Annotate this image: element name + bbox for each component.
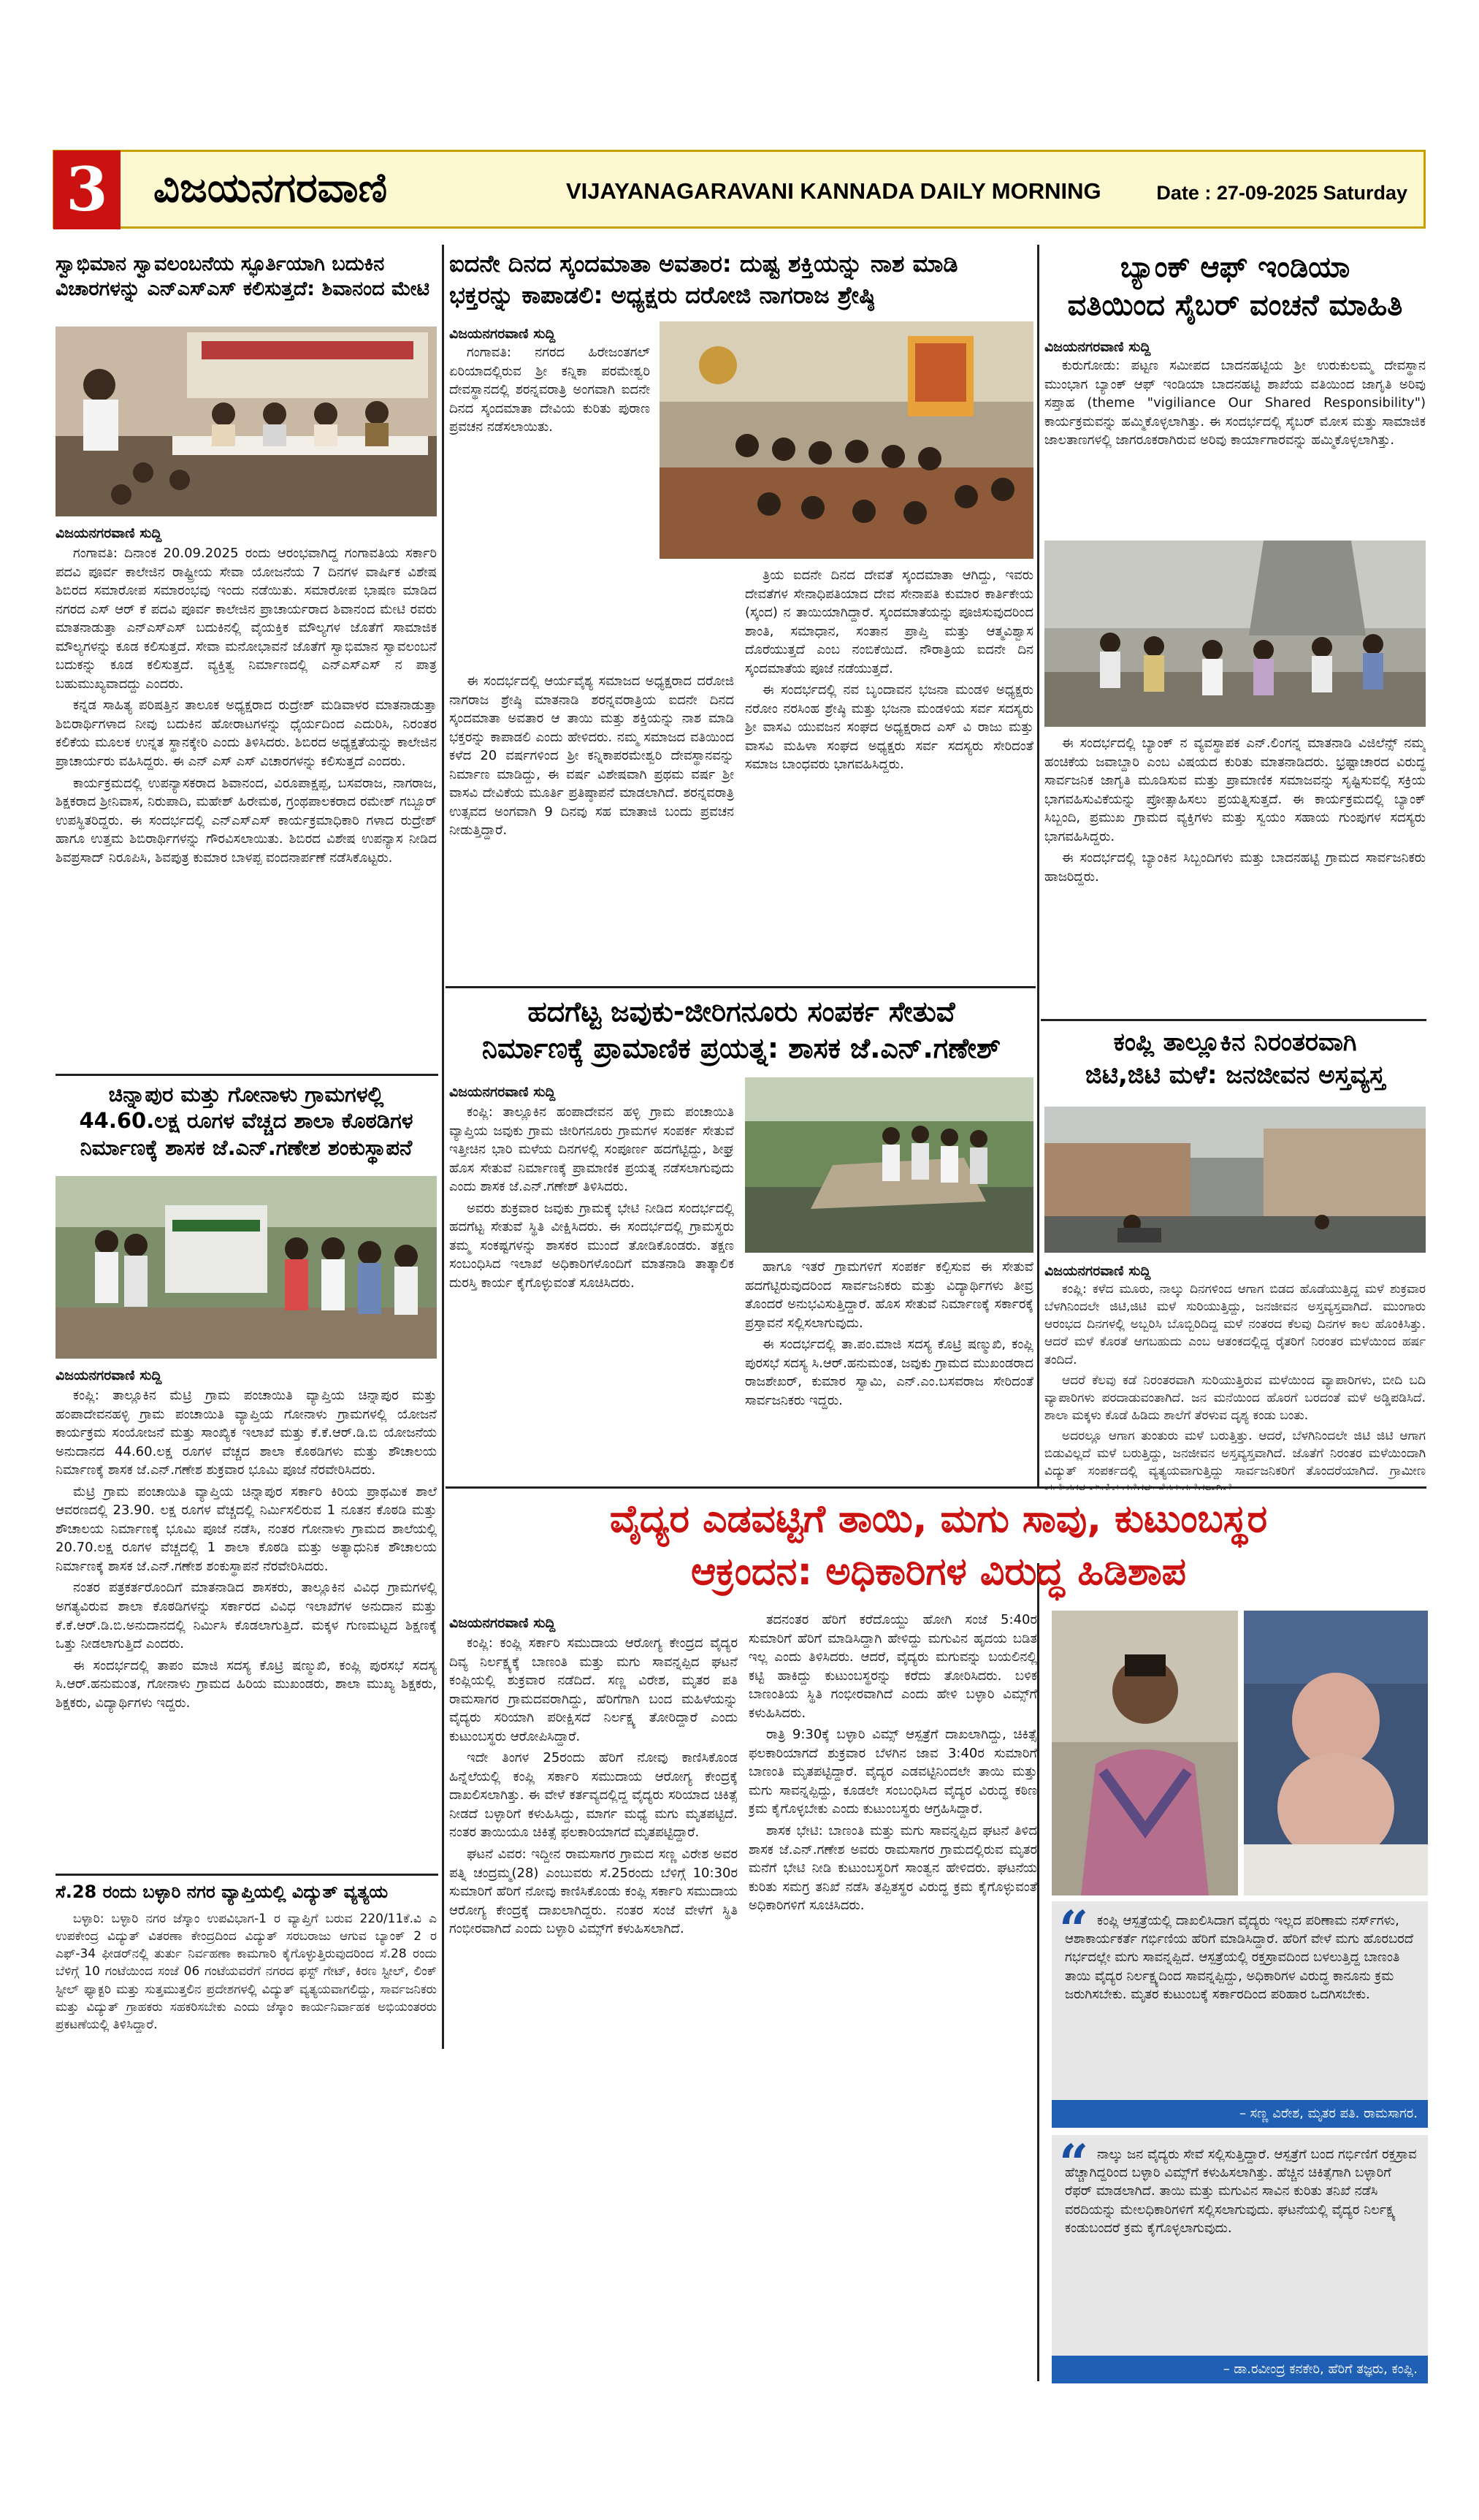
- article-body: ಕಂಪ್ಲಿ: ತಾಲ್ಲೂಕಿನ ಹಂಪಾದೇವನ ಹಳ್ಳಿ ಗ್ರಾಮ ಪಂಚಾಯಿತಿ ವ್ಯಾಪ್ತಿಯ ಜವುಕು ಗ್ರಾಮ ಜೀರಿಗನೂರು ಗ್ರಾಮಗಳ ಸಂಪರ್ಕ ಸೇತುವೆ ಇತ್ತೀಚಿನ ಭಾರಿ ಮಳೆಯ ದಿನಗಳಲ್ಲಿ ಸಂಪೂರ್ಣ ಹದಗೆಟ್ಟಿದ್ದು, ಶೀಘ್ರ ಹೊಸ ಸೇತುವೆ ನಿರ್ಮಾಣಕ್ಕೆ ಪ್ರಾಮಾಣಿಕ ಪ್ರಯತ್ನ ನಡೆಸಲಾಗುವುದು ಎಂದು ಶಾಸಕ ಜೆ.ಎನ್.ಗಣೇಶ್ ತಿಳಿಸಿದರು. ಅವರು ಶುಕ್ರವಾರ ಜವುಕು ಗ್ರಾಮಕ್ಕೆ ಭೇಟಿ ನೀಡಿದ ಸಂದರ್ಭದಲ್ಲಿ ಹದಗೆಟ್ಟ ಸೇತುವೆ ಸ್ಥಿತಿ ವೀಕ್ಷಿಸಿದರು. ಈ ಸಂದರ್ಭದಲ್ಲಿ ಗ್ರಾಮಸ್ಥರು ತಮ್ಮ ಸಂಕಷ್ಟಗಳನ್ನು ಶಾಸಕರ ಮುಂದೆ ತೋಡಿಕೊಂಡರು. ತಕ್ಷಣ ಸಂಬಂಧಿಸಿದ ಇಲಾಖೆ ಅಧಿಕಾರಿಗಳೊಂದಿಗೆ ಮಾತನಾಡಿ ತಾತ್ಕಾಲಿಕ ದುರಸ್ತಿ ಕಾರ್ಯ ಕೈಗೊಳ್ಳುವಂತೆ ಸೂಚಿಸಿದರು.: [449, 1104, 734, 1291]
- masthead-title-english: VIJAYANAGARAVANI KANNADA DAILY MORNING: [566, 178, 1101, 204]
- quote-box-doctor: [1052, 2135, 1428, 2383]
- article-body: ಈ ಸಂದರ್ಭದಲ್ಲಿ ಆರ್ಯವೈಶ್ಯ ಸಮಾಜದ ಅಧ್ಯಕ್ಷರಾದ ದರೋಜಿ ನಾಗರಾಜ ಶ್ರೇಷ್ಠಿ ಮಾತನಾಡಿ ಶರನ್ನವರಾತ್ರಿಯ ಐದನೇ ದಿನದ ಸ್ಕಂದಮಾತಾ ಅವತಾರ ಆ ತಾಯಿ ಮತ್ತು ಶಕ್ತಿಯನ್ನು ನಾಶ ಮಾಡಿ ಭಕ್ತರನ್ನು ಕಾಪಾಡಲಿ ಎಂದು ಹೇಳಿದರು. ನಮ್ಮ ಸಮಾಜದ ವತಿಯಿಂದ ಕಳೆದ 20 ವರ್ಷಗಳಿಂದ ಶ್ರೀ ಕನ್ನಿಕಾಪರಮೇಶ್ವರಿ ದೇವಸ್ಥಾನವನ್ನು ನಿರ್ಮಾಣ ಮಾಡಿದ್ದು, ಈ ವರ್ಷ ವಿಶೇಷವಾಗಿ ಪ್ರಥಮ ವರ್ಷ ಶ್ರೀ ವಾಸವಿ ದೇವಿಕೆಯ ಮೂರ್ತಿ ಪ್ರತಿಷ್ಠಾಪನೆ ಮಾಡಲಾಗಿದೆ. ಶರನ್ನವರಾತ್ರಿ ಉತ್ಸವದ ಅಂಗವಾಗಿ 9 ದಿನವು ಸಹ ಮಾತಾಜಿ ಬಂದು ಪ್ರವಚನ ನೀಡುತ್ತಿದ್ದಾರೆ.: [449, 673, 734, 839]
- article-body: ತ್ರಿಯ ಐದನೇ ದಿನದ ದೇವತೆ ಸ್ಕಂದಮಾತಾ ಆಗಿದ್ದು, ಇವರು ದೇವತೆಗಳ ಸೇನಾಧಿಪತಿಯಾದ ದೇವ ಸೇನಾಪತಿ ಕುಮಾರ ಕಾರ್ತಿಕೇಯ (ಸ್ಕಂದ) ನ ತಾಯಿಯಾಗಿದ್ದಾರೆ. ಸ್ಕಂದಮಾತೆಯನ್ನು ಪೂಜಿಸುವುದರಿಂದ ಶಾಂತಿ, ಸಮಾಧಾನ, ಸಂತಾನ ಪ್ರಾಪ್ತಿ ಮತ್ತು ಆತ್ಮವಿಶ್ವಾಸ ದೊರೆಯುತ್ತದೆ ಎಂಬ ನಂಬಿಕೆಯಿದೆ. ನೌರಾತ್ರಿಯ ಐದನೇ ದಿನ ಸ್ಕಂದಮಾತೆಯ ಪೂಜೆ ನಡೆಯುತ್ತದೆ. ಈ ಸಂದರ್ಭದಲ್ಲಿ ನವ ಬೃಂದಾವನ ಭಜನಾ ಮಂಡಳಿ ಅಧ್ಯಕ್ಷರು ನರೋಂ ನರಸಿಂಹ ಶ್ರೇಷ್ಠಿ ಮತ್ತು ಭಜನಾ ಮಂಡಳಿಯ ಸರ್ವ ಸದಸ್ಯರು ಶ್ರೀ ವಾಸವಿ ಯುವಜನ ಸಂಘದ ಅಧ್ಯಕ್ಷರಾದ ಎಸ್ ವಿ ರಾಜು ಮತ್ತು ವಾಸವಿ ಮಹಿಳಾ ಸಂಘದ ಅಧ್ಯಕ್ಷರು ಸರ್ವ ಸದಸ್ಯರು ಸೇರಿದಂತೆ ಸಮಾಜ ಬಾಂಧವರು ಭಾಗವಹಿಸಿದ್ದರು.: [745, 568, 1033, 773]
- quote-text: ನಾಲ್ಕು ಜನ ವೈದ್ಯರು ಸೇವೆ ಸಲ್ಲಿಸುತ್ತಿದ್ದಾರೆ. ಆಸ್ಪತ್ರೆಗೆ ಬಂದ ಗರ್ಭಿಣಿಗೆ ರಕ್ತಸ್ರಾವ ಹೆಚ್ಚಾಗಿದ್ದರಿಂದ ಬಳ್ಳಾರಿ ವಿಮ್ಸ್‌ಗೆ ಕಳುಹಿಸಲಾಗಿತ್ತು. ಹೆಚ್ಚಿನ ಚಿಕಿತ್ಸೆಗಾಗಿ ಬಳ್ಳಾರಿಗೆ ರೆಫರ್ ಮಾಡಲಾಗಿದೆ. ತಾಯಿ ಮತ್ತು ಮಗುವಿನ ಸಾವಿನ ಕುರಿತು ತನಿಖೆ ನಡೆಸಿ ವರದಿಯನ್ನು ಮೇಲಧಿಕಾರಿಗಳಿಗೆ ಸಲ್ಲಿಸಲಾಗುವುದು. ಘಟನೆಯಲ್ಲಿ ವೈದ್ಯರ ನಿರ್ಲಕ್ಷ್ಯ ಕಂಡುಬಂದರೆ ಕ್ರಮ ಕೈಗೊಳ್ಳಲಾಗುವುದು.: [1065, 2147, 1417, 2236]
- quote-box-husband: [1052, 1901, 1428, 2128]
- quote-text: ಕಂಪ್ಲಿ ಆಸ್ಪತ್ರೆಯಲ್ಲಿ ದಾಖಲಿಸಿದಾಗ ವೈದ್ಯರು ಇಲ್ಲದ ಪರಿಣಾಮ ನರ್ಸ್‌ಗಳು, ಆಶಾಕಾರ್ಯಕರ್ತೆ ಗರ್ಭಿಣಿಯ ಹೆರಿಗೆ ಮಾಡಿಸಿದ್ದಾರೆ. ಹೆರಿಗೆ ವೇಳೆ ಮಗು ಹೊರಬರದೆ ಗರ್ಭದಲ್ಲೇ ಮಗು ಸಾವನ್ನಪ್ಪಿದೆ. ಆಸ್ಪತ್ರೆಯಲ್ಲಿ ರಕ್ತಸ್ರಾವದಿಂದ ಬಳಲುತ್ತಿದ್ದ ಬಾಣಂತಿ ತಾಯಿ ವೈದ್ಯರ ನಿರ್ಲಕ್ಷ್ಯದಿಂದ ಸಾವನ್ನಪ್ಪಿದ್ದು, ಅಧಿಕಾರಿಗಳ ವಿರುದ್ಧ ಕಾನೂನು ಕ್ರಮ ಜರುಗಿಸಬೇಕು. ಮೃತರ ಕುಟುಂಬಕ್ಕೆ ಸರ್ಕಾರದಿಂದ ಪರಿಹಾರ ಒದಗಿಸಬೇಕು.: [1065, 1913, 1414, 2002]
- photo-nss-ceremony: [56, 327, 437, 516]
- headline: ವೈದ್ಯರ ಎಡವಟ್ಟಿಗೆ ತಾಯಿ, ಮಗು ಸಾವು, ಕುಟುಂಬಸ್ಥರ ಆಕ್ರಂದನ: ಅಧಿಕಾರಿಗಳ ವಿರುದ್ಧ ಹಿಡಿಶಾಪ: [609, 1497, 1268, 1594]
- section-divider: [56, 1074, 438, 1076]
- headline: ಬ್ಯಾಂಕ್ ಆಫ್ ಇಂಡಿಯಾ ವತಿಯಿಂದ ಸೈಬರ್ ವಂಚನೆ ಮಾಹಿತಿ: [1067, 251, 1403, 322]
- section-divider: [446, 1486, 1426, 1489]
- article-body: ಕುರುಗೋಡು: ಪಟ್ಟಣ ಸಮೀಪದ ಬಾದನಹಟ್ಟಿಯ ಶ್ರೀ ಉರುಕುಲಮ್ಮ ದೇವಸ್ಥಾನ ಮುಂಭಾಗ ಬ್ಯಾಂಕ್ ಆಫ್ ಇಂಡಿಯಾ ಬಾದನಹಟ್ಟಿ ಶಾಖೆಯ ವತಿಯಿಂದ ಜಾಗೃತಿ ಅರಿವು ಸಪ್ತಾಹ (theme "vigiliance Our Shared Responsibility") ಕಾರ್ಯಕ್ರಮವನ್ನು ಹಮ್ಮಿಕೊಳ್ಳಲಾಗಿತ್ತು. ಈ ಸಂದರ್ಭದಲ್ಲಿ ಸೈಬರ್ ಮೋಸ ಮತ್ತು ಸಾಮಾಜಿಕ ಜಾಲತಾಣಗಳಲ್ಲಿ ಜಾಗರೂಕರಾಗಿರುವ ಅರಿವು ಕಾರ್ಯಾಗಾರವನ್ನು ಹಮ್ಮಿಕೊಳ್ಳಲಾಗಿತ್ತು.: [1044, 358, 1426, 448]
- headline: ಸ್ವಾಭಿಮಾನ ಸ್ವಾವಲಂಬನೆಯ ಸ್ಫೂರ್ತಿಯಾಗಿ ಬದುಕಿನ ವಿಚಾರಗಳನ್ನು ಎನ್‌ಎಸ್‌ಎಸ್ ಕಲಿಸುತ್ತದೆ: ಶಿವಾನಂದ ಮೇಟಿ: [56, 253, 430, 300]
- column-rule: [442, 245, 444, 2049]
- quote-icon: “: [1059, 1899, 1089, 1960]
- article-body: ಗಂಗಾವತಿ: ದಿನಾಂಕ 20.09.2025 ರಂದು ಆರಂಭವಾಗಿದ್ದ ಗಂಗಾವತಿಯ ಸರ್ಕಾರಿ ಪದವಿ ಪೂರ್ವ ಕಾಲೇಜಿನ ರಾಷ್ಟ್ರೀಯ ಸೇವಾ ಯೋಜನೆಯ 7 ದಿನಗಳ ವಾರ್ಷಿಕ ವಿಶೇಷ ಶಿಬಿರದ ಸಮಾರೋಪ ಸಮಾರಂಭವು ಇಂದು ನಡೆಯಿತು. ಸಮಾರೋಪ ಭಾಷಣ ಮಾಡಿದ ನಗರದ ಎಸ್ ಆರ್ ಕೆ ಪದವಿ ಪೂರ್ವ ಕಾಲೇಜಿನ ಪ್ರಾಚಾರ್ಯರಾದ ಶಿವಾನಂದ ಮೇಟಿ ರವರು ಮಾತನಾಡುತ್ತಾ ಎನ್‌ಎಸ್‌ಎಸ್ ಬದುಕಿನಲ್ಲಿ ವೈಯಕ್ತಿಕ ಮೌಲ್ಯಗಳ ಜೊತೆಗೆ ಸಾಮಾಜಿಕ ಮೌಲ್ಯಗಳನ್ನು ಕೂಡ ಕಲಿಸುತ್ತದೆ. ಸೇವಾ ಮನೋಭಾವನೆ ಜೊತೆಗೆ ಸ್ವಾಭಿಮಾನ ಸ್ವಾವಲಂಬನೆ ಬದುಕನ್ನು ಕೂಡ ಕಲಿಸುತ್ತದೆ. ವ್ಯಕ್ತಿತ್ವ ನಿರ್ಮಾಣದಲ್ಲಿ ಎನ್‌ಎಸ್‌ಎಸ್ ನ ಪಾತ್ರ ಬಹುಮುಖ್ಯವಾದದ್ದು ಎಂದರು. ಕನ್ನಡ ಸಾಹಿತ್ಯ ಪರಿಷತ್ತಿನ ತಾಲೂಕ ಅಧ್ಯಕ್ಷರಾದ ರುದ್ರೇಶ್ ಮಡಿವಾಳರ ಮಾತನಾಡುತ್ತಾ ಶಿಬಿರಾರ್ಥಿಗಳಾದ ನೀವು ಬದುಕಿನ ಹೋರಾಟಗಳನ್ನು ಧೈರ್ಯದಿಂದ ಎದುರಿಸಿ, ನಿರಂತರ ಕಲಿಕೆಯ ಮೂಲಕ ಉನ್ನತ ಸ್ಥಾನಕ್ಕೇರಿ ಎಂದು ತಿಳಿಸಿದರು. ಶಿಬಿರದ ಅಧ್ಯಕ್ಷತೆಯನ್ನು ಕಾಲೇಜಿನ ಪ್ರಾಚಾರ್ಯರು ವಹಿಸಿದ್ದರು. ಈ ಎನ್ ಎಸ್ ಎಸ್ ವಿಚಾರಗಳನ್ನು ಕಲಿಸುತ್ತದೆ ಎಂದರು. ಕಾರ್ಯಕ್ರಮದಲ್ಲಿ ಉಪನ್ಯಾಸಕರಾದ ಶಿವಾನಂದ, ವಿರೂಪಾಕ್ಷಪ್ಪ, ಬಸವರಾಜ, ನಾಗರಾಜ, ಶಿಕ್ಷಕರಾದ ಶ್ರೀನಿವಾಸ, ನಿರುಪಾದಿ, ಮಹೇಶ್ ಹಿರೇಮಠ, ಗ್ರಂಥಪಾಲಕರಾದ ರಮೇಶ್ ಗಬ್ಬೂರ್ ಉಪಸ್ಥಿತರಿದ್ದರು. ಈ ಸಂದರ್ಭದಲ್ಲಿ ಎನ್‌ಎಸ್‌ಎಸ್ ಕಾರ್ಯಕ್ರಮಾಧಿಕಾರಿ ಗಳಾದ ರುದ್ರೇಶ್ ಹಾಗೂ ಉತ್ತಮ ಶಿಬಿರಾರ್ಥಿಗಳನ್ನು ಗೌರವಿಸಲಾಯಿತು. ಶಿಬಿರದ ವಿಶೇಷ ಉಪನ್ಯಾಸ ನೀಡಿದ ಶಿವಪ್ರಸಾದ್ ನಿರೂಪಿಸಿ, ಶಿವಪುತ್ರ ಕುಮಾರ ಬಾಳಪ್ಪ ವಂದನಾರ್ಪಣೆ ನಡೆಸಿಕೊಟ್ಟರು.: [56, 546, 437, 866]
- quote-attribution: – ಡಾ.ರವೀಂದ್ರ ಕನಕೇರಿ, ಹೆರಿಗೆ ತಜ್ಞರು, ಕಂಪ್ಲಿ.: [1052, 2356, 1428, 2383]
- headline: ಚಿನ್ನಾಪುರ ಮತ್ತು ಗೋನಾಳು ಗ್ರಾಮಗಳಲ್ಲಿ 44.60.ಲಕ್ಷ ರೂಗಳ ವೆಚ್ಚದ ಶಾಲಾ ಕೊಠಡಿಗಳ ನಿರ್ಮಾಣಕ್ಕೆ ಶಾಸಕ ಜೆ.ಎನ್.ಗಣೇಶ ಶಂಕುಸ್ಥಾಪನೆ: [79, 1082, 413, 1160]
- headline: ಐದನೇ ದಿನದ ಸ್ಕಂದಮಾತಾ ಅವತಾರ: ದುಷ್ಟ ಶಕ್ತಿಯನ್ನು ನಾಶ ಮಾಡಿ ಭಕ್ತರನ್ನು ಕಾಪಾಡಲಿ: ಅಧ್ಯಕ್ಷರು ದರೋಜಿ ನಾಗರಾಜ ಶ್ರೇಷ್ಠಿ: [449, 250, 958, 310]
- masthead-title-kannada: ವಿಜಯನಗರವಾಣಿ: [153, 164, 388, 212]
- article-bank-cyber: [1044, 248, 1426, 1015]
- issue-date: Date : 27-09-2025 Saturday: [1156, 182, 1407, 204]
- photo-damaged-bridge: [745, 1077, 1033, 1253]
- photo-foundation-ceremony: [56, 1176, 437, 1359]
- page-number: 3: [53, 150, 121, 229]
- photo-temple-gathering: [660, 321, 1033, 559]
- article-bridge: [449, 993, 1033, 1475]
- headline: ಕಂಪ್ಲಿ ತಾಲ್ಲೂಕಿನ ನಿರಂತರವಾಗಿ ಜಿಟಿ,ಜಿಟಿ ಮಳೆ: ಜನಜೀವನ ಅಸ್ತವ್ಯಸ್ತ: [1085, 1028, 1386, 1090]
- photo-deceased-mother: [1052, 1611, 1238, 1895]
- section-divider: [1041, 1019, 1426, 1021]
- article-power-cut: [56, 1881, 437, 2056]
- byline: ವಿಜಯನಗರವಾಣಿ ಸುದ್ದಿ: [56, 525, 162, 541]
- article-body: ಗಂಗಾವತಿ: ನಗರದ ಹಿರೇಜಂತಗಲ್ ಏರಿಯಾದಲ್ಲಿರುವ ಶ್ರೀ ಕನ್ನಿಕಾ ಪರಮೇಶ್ವರಿ ದೇವಸ್ಥಾನದಲ್ಲಿ ಶರನ್ನವರಾತ್ರಿ ಅಂಗವಾಗಿ ಐದನೇ ದಿನದ ಸ್ಕಂದಮಾತಾ ದೇವಿಯ ಕುರಿತು ಪುರಾಣ ಪ್ರವಚನ ನಡೆಸಲಾಯಿತು.: [449, 345, 650, 435]
- article-skandamata: [449, 248, 1033, 982]
- article-body: ಕಂಪ್ಲಿ: ಕಳೆದ ಮೂರು, ನಾಲ್ಕು ದಿನಗಳಿಂದ ಆಗಾಗ ಬಿಡದ ಹೊಡೆಯುತ್ತಿದ್ದ ಮಳೆ ಶುಕ್ರವಾರ ಬೆಳಗಿನಿಂದಲೇ ಜಿಟಿ,ಜಿಟಿ ಮಳೆ ಸುರಿಯುತ್ತಿದ್ದು, ಜನಜೀವನ ಅಸ್ತವ್ಯಸ್ತವಾಗಿದೆ. ಮುಂಗಾರು ಆರಂಭದ ದಿನಗಳಲ್ಲಿ ಅಬ್ಬರಿಸಿ ಬೊಬ್ಬಿರಿದಿದ್ದ ಮಳೆ ನಂತರದ ಕೆಲವು ದಿನಗಳ ಕಾಲ ಹೊಂಕಿಸಿತ್ತು. ಆದರೆ ಮಳೆ ಕೊರತೆ ಆಗಬಹುದು ಎಂಬ ಆತಂಕದಲ್ಲಿದ್ದ ರೈತರಿಗೆ ನಿರಂತರ ಮಳೆಯಿಂದ ಹರ್ಷ ತಂದಿದೆ. ಆದರೆ ಕೆಲವು ಕಡೆ ನಿರಂತರವಾಗಿ ಸುರಿಯುತ್ತಿರುವ ಮಳೆಯಿಂದ ವ್ಯಾಪಾರಿಗಳು, ಬೀದಿ ಬದಿ ವ್ಯಾಪಾರಿಗಳು ಪರದಾಡುವಂತಾಗಿದೆ. ಜನ ಮನೆಯಿಂದ ಹೊರಗೆ ಬರದಂತೆ ಮಳೆ ಅಡ್ಡಿಪಡಿಸಿದೆ. ಶಾಲಾ ಮಕ್ಕಳು ಕೊಡೆ ಹಿಡಿದು ಶಾಲೆಗೆ ತೆರಳುವ ದೃಶ್ಯ ಕಂಡು ಬಂತು. ಅದರಲ್ಲೂ ಆಗಾಗ ತುಂತುರು ಮಳೆ ಬರುತ್ತಿತ್ತು. ಆದರೆ, ಬೆಳಗಿನಿಂದಲೇ ಜಿಟಿ ಜಿಟಿ ಆಗಾಗ ಬಿಡುವಿಲ್ಲದೆ ಮಳೆ ಬರುತ್ತಿದ್ದು, ಜನಜೀವನ ಅಸ್ತವ್ಯಸ್ತವಾಗಿದೆ. ಜೊತೆಗೆ ನಿರಂತರ ಮಳೆಯಿಂದಾಗಿ ವಿದ್ಯುತ್ ಸಂಪರ್ಕದಲ್ಲಿ ವ್ಯತ್ಯಯವಾಗುತ್ತಿದ್ದು ಸಾರ್ವಜನಿಕರಿಗೆ ತೊಂದರೆಯಾಗಿದೆ. ಗ್ರಾಮೀಣ: [1044, 1282, 1426, 1479]
- photo-deceased-baby: [1244, 1611, 1428, 1895]
- column-rule: [1037, 245, 1039, 1486]
- article-body: ಬಳ್ಳಾರಿ: ಬಳ್ಳಾರಿ ನಗರ ಜೆಸ್ಕಾಂ ಉಪವಿಭಾಗ-1 ರ ವ್ಯಾಪ್ತಿಗೆ ಬರುವ 220/11ಕೆ.ವಿ ಎ ಉಪಕೇಂದ್ರ ವಿದ್ಯುತ್ ವಿತರಣಾ ಕೇಂದ್ರದಿಂದ ವಿದ್ಯುತ್ ಸರಬರಾಜು ಆಗುವ ಬ್ಯಾಂಕ್ 2 ರ ಎಫ್-34 ಫೀಡರ್‌ನಲ್ಲಿ ತುರ್ತು ನಿರ್ವಹಣಾ ಕಾಮಗಾರಿ ಕೈಗೊಳ್ಳುತ್ತಿರುವುದರಿಂದ ಸೆ.28 ರಂದು ಬೆಳಿಗ್ಗೆ 10 ಗಂಟೆಯಿಂದ ಸಂಜೆ 06 ಗಂಟೆಯವರೆಗೆ ನಗರದ ಫಸ್ಟ್ ಗೇಟ್, ಕಿರಣ ಸ್ಟೀಲ್, ಲಿಂಕ್ ಸ್ಟೀಲ್ ಫ್ಯಾಕ್ಟರಿ ಮತ್ತು ಸುತ್ತಮುತ್ತಲಿನ ಪ್ರದೇಶಗಳಲ್ಲಿ ವಿದ್ಯುತ್ ವ್ಯತ್ಯಯವಾಗಲಿದ್ದು, ಸಾರ್ವಜನಿಕರು ಮತ್ತು ವಿದ್ಯುತ್ ಗ್ರಾಹಕರು ಸಹಕರಿಸಬೇಕು ಎಂದು ಜೆಸ್ಕಾಂ ಕಾರ್ಯನಿರ್ವಾಹಕ ಅಭಿಯಂತರರು ಪ್ರಕಟಣೆಯಲ್ಲಿ ತಿಳಿಸಿದ್ದಾರೆ.: [56, 1912, 437, 2032]
- article-mother-child-death: [449, 1494, 1428, 2392]
- quote-attribution: – ಸಣ್ಣ ವಿರೇಶ, ಮೃತರ ಪತಿ. ರಾಮಸಾಗರ.: [1052, 2100, 1428, 2128]
- section-divider: [446, 986, 1036, 988]
- byline: ವಿಜಯನಗರವಾಣಿ ಸುದ್ದಿ: [1044, 1263, 1151, 1279]
- photo-bank-event: [1044, 541, 1426, 727]
- article-body: ಈ ಸಂದರ್ಭದಲ್ಲಿ ಬ್ಯಾಂಕ್ ನ ವ್ಯವಸ್ಥಾಪಕ ಎನ್.ಲಿಂಗನ್ನ ಮಾತನಾಡಿ ವಿಜಿಲೆನ್ಸ್ ನಮ್ಮ ಹಂಚಿಕೆಯ ಜವಾಬ್ದಾರಿ ಎಂಬ ವಿಷಯದ ಕುರಿತು ಮಾತನಾಡಿದರು. ಭ್ರಷ್ಟಾಚಾರದ ವಿರುದ್ಧ ಸಾರ್ವಜನಿಕ ಜಾಗೃತಿ ಮೂಡಿಸುವ ಮತ್ತು ಪ್ರಾಮಾಣಿಕ ಸಮಾಜವನ್ನು ಸೃಷ್ಟಿಸುವಲ್ಲಿ ಸಕ್ರಿಯ ಭಾಗವಹಿಸುವಿಕೆಯನ್ನು ಪ್ರೋತ್ಸಾಹಿಸಲು ಪ್ರಯತ್ನಿಸುತ್ತದೆ. ಈ ಕಾರ್ಯಕ್ರಮದಲ್ಲಿ ಬ್ಯಾಂಕ್ ಸಿಬ್ಬಂದಿ, ಪ್ರಮುಖ ಗ್ರಾಮದ ವ್ಯಕ್ತಿಗಳು ಮತ್ತು ಸ್ವಯಂ ಸಹಾಯ ಗುಂಪುಗಳ ಸದಸ್ಯರು ಭಾಗವಹಿಸಿದ್ದರು. ಈ ಸಂದರ್ಭದಲ್ಲಿ ಬ್ಯಾಂಕಿನ ಸಿಬ್ಬಂದಿಗಳು ಮತ್ತು ಬಾದನಹಟ್ಟಿ ಗ್ರಾಮದ ಸಾರ್ವಜನಿಕರು ಹಾಜರಿದ್ದರು.: [1044, 736, 1426, 885]
- section-divider: [56, 1874, 438, 1876]
- headline: ಹದಗೆಟ್ಟ ಜವುಕು-ಜೀರಿಗನೂರು ಸಂಪರ್ಕ ಸೇತುವೆ ನಿರ್ಮಾಣಕ್ಕೆ ಪ್ರಾಮಾಣಿಕ ಪ್ರಯತ್ನ: ಶಾಸಕ ಜೆ.ಎನ್.ಗಣೇಶ್: [481, 996, 1001, 1065]
- article-body: ತದನಂತರ ಹೆರಿಗೆ ಕರೆದೊಯ್ದು ಹೋಗಿ ಸಂಜೆ 5:40ರ ಸುಮಾರಿಗೆ ಹೆರಿಗೆ ಮಾಡಿಸಿದ್ದಾಗಿ ಹೇಳಿದ್ದು ಮಗುವಿನ ಹೃದಯ ಬಡಿತ ಇಲ್ಲ ಎಂದು ತಿಳಿಸಿದರು. ಆದರೆ, ವೈದ್ಯರು ಮಗುವನ್ನು ಬಯಲಿನಲ್ಲಿ ಕಟ್ಟಿ ಹಾಕಿದ್ದು ಕುಟುಂಬಸ್ಥರನ್ನು ಕರೆದು ತೋರಿಸಿದರು. ಬಳಿಕ ಬಾಣಂತಿಯ ಸ್ಥಿತಿ ಗಂಭೀರವಾಗಿದೆ ಎಂದು ಹೇಳಿ ಬಳ್ಳಾರಿ ವಿಮ್ಸ್‌ಗೆ ಕಳುಹಿಸಿದರು. ರಾತ್ರಿ 9:30ಕ್ಕೆ ಬಳ್ಳಾರಿ ವಿಮ್ಸ್ ಆಸ್ಪತ್ರೆಗೆ ದಾಖಲಾಗಿದ್ದು, ಚಿಕಿತ್ಸೆ ಫಲಕಾರಿಯಾಗದೆ ಶುಕ್ರವಾರ ಬೆಳಗಿನ ಜಾವ 3:40ರ ಸುಮಾರಿಗೆ ಬಾಣಂತಿ ಮೃತಪಟ್ಟಿದ್ದಾರೆ. ವೈದ್ಯರ ಎಡವಟ್ಟಿನಿಂದಲೇ ತಾಯಿ ಮತ್ತು ಮಗು ಸಾವನ್ನಪ್ಪಿದ್ದು, ಕೂಡಲೇ ಸಂಬಂಧಿಸಿದ ವೈದ್ಯರ ವಿರುದ್ಧ ಕಠಿಣ ಕ್ರಮ ಕೈಗೊಳ್ಳಬೇಕು ಎಂದು ಕುಟುಂಬಸ್ಥರು ಆಗ್ರಹಿಸಿದ್ದಾರೆ. ಶಾಸಕ ಭೇಟಿ: ಬಾಣಂತಿ ಮತ್ತು ಮಗು ಸಾವನ್ನಪ್ಪಿದ ಘಟನೆ ತಿಳಿದ ಶಾಸಕ ಜೆ.ಎನ್.ಗಣೇಶ ಅವರು ರಾಮಸಾಗರ ಗ್ರಾಮದಲ್ಲಿರುವ ಮೃತರ ಮನೆಗೆ ಭೇಟಿ ನೀಡಿ ಕುಟುಂಬಸ್ಥರಿಗೆ ಸಾಂತ್ವನ ಹೇಳಿದರು. ಘಟನೆಯ ಕುರಿತು ಸಮಗ್ರ ತನಿಖೆ ನಡೆಸಿ ತಪ್ಪಿತಸ್ಥರ ವಿರುದ್ಧ ಕ್ರಮ ಕೈಗೊಳ್ಳುವಂತೆ ಅಧಿಕಾರಿಗಳಿಗೆ ಸೂಚಿಸಿದರು.: [749, 1612, 1037, 1914]
- article-body: ಹಾಗೂ ಇತರೆ ಗ್ರಾಮಗಳಿಗೆ ಸಂಪರ್ಕ ಕಲ್ಪಿಸುವ ಈ ಸೇತುವೆ ಹದಗೆಟ್ಟಿರುವುದರಿಂದ ಸಾರ್ವಜನಿಕರು ಮತ್ತು ವಿದ್ಯಾರ್ಥಿಗಳು ತೀವ್ರ ತೊಂದರೆ ಅನುಭವಿಸುತ್ತಿದ್ದಾರೆ. ಹೊಸ ಸೇತುವೆ ನಿರ್ಮಾಣಕ್ಕೆ ಸರ್ಕಾರಕ್ಕೆ ಪ್ರಸ್ತಾವನೆ ಸಲ್ಲಿಸಲಾಗುವುದು. ಈ ಸಂದರ್ಭದಲ್ಲಿ ತಾ.ಪಂ.ಮಾಜಿ ಸದಸ್ಯ ಕೊಟ್ರಿ ಷಣ್ಮುಖಿ, ಕಂಪ್ಲಿ ಪುರಸಭೆ ಸದಸ್ಯ ಸಿ.ಆರ್.ಹನುಮಂತ, ಜವುಕು ಗ್ರಾಮದ ಮುಖಂಡರಾದ ರಾಜಶೇಖರ್, ಕುಮಾರ ಸ್ವಾಮಿ, ಎನ್.ಎಂ.ಬಸವರಾಜ ಸೇರಿದಂತೆ ಸಾರ್ವಜನಿಕರು ಇದ್ದರು.: [745, 1259, 1033, 1408]
- article-nss-camp: [56, 252, 437, 1070]
- quote-icon: “: [1059, 2133, 1089, 2193]
- byline: ವಿಜಯನಗರವಾಣಿ ಸುದ್ದಿ: [1044, 339, 1151, 355]
- byline: ವಿಜಯನಗರವಾಣಿ ಸುದ್ದಿ: [449, 1084, 556, 1100]
- headline: ಸೆ.28 ರಂದು ಬಳ್ಳಾರಿ ನಗರ ವ್ಯಾಪ್ತಿಯಲ್ಲಿ ವಿದ್ಯುತ್ ವ್ಯತ್ಯಯ: [56, 1882, 389, 1902]
- masthead: [53, 150, 1426, 229]
- article-body: ಕಂಪ್ಲಿ: ತಾಲ್ಲೂಕಿನ ಮೆಟ್ರಿ ಗ್ರಾಮ ಪಂಚಾಯಿತಿ ವ್ಯಾಪ್ತಿಯ ಚಿನ್ನಾಪುರ ಮತ್ತು ಹಂಪಾದೇವನಹಳ್ಳಿ ಗ್ರಾಮ ಪಂಚಾಯಿತಿ ವ್ಯಾಪ್ತಿಯ ಗೋನಾಳು ಗ್ರಾಮಗಳಲ್ಲಿ ಯೋಜನೆ ಕಾರ್ಯಕ್ರಮ ಸಂಯೋಜನೆ ಮತ್ತು ಸಾಂಖ್ಯಿಕ ಇಲಾಖೆ ಮತ್ತು ಕೆ.ಕೆ.ಆರ್.ಡಿ.ಬಿ ಯೋಜನೆಯ ಅನುದಾನದ 44.60.ಲಕ್ಷ ರೂಗಳ ವೆಚ್ಚದ ಶಾಲಾ ಕೊಠಡಿಗಳು ಮತ್ತು ಶೌಚಾಲಯ ನಿರ್ಮಾಣಕ್ಕೆ ಶಾಸಕ ಜೆ.ಎನ್.ಗಣೇಶ ಶುಕ್ರವಾರ ಭೂಮಿ ಪೂಜೆ ನೆರವೇರಿಸಿದರು. ಮೆಟ್ರಿ ಗ್ರಾಮ ಪಂಚಾಯಿತಿ ವ್ಯಾಪ್ತಿಯ ಚಿನ್ನಾಪುರ ಸರ್ಕಾರಿ ಕಿರಿಯ ಪ್ರಾಥಮಿಕ ಶಾಲೆ ಆವರಣದಲ್ಲಿ 23.90. ಲಕ್ಷ ರೂಗಳ ವೆಚ್ಚದಲ್ಲಿ ನಿರ್ಮಿಸಲಿರುವ 1 ನೂತನ ಕೊಠಡಿ ಮತ್ತು ಶೌಚಾಲಯ ನಿರ್ಮಾಣಕ್ಕೆ ಭೂಮಿ ಪೂಜೆ ನಡೆಸಿ, ನಂತರ ಗೋನಾಳು ಗ್ರಾಮದ ಶಾಲೆಯಲ್ಲಿ 20.70.ಲಕ್ಷ ರೂಗಳ ವೆಚ್ಚದಲ್ಲಿ 1 ಶಾಲಾ ಕೊಠಡಿ ಮತ್ತು ಅತ್ಯಾಧುನಿಕ ಶೌಚಾಲಯ ನಿರ್ಮಾಣಕ್ಕೆ ಶಾಸಕ ಜೆ.ಎನ್.ಗಣೇಶ ಶಂಕುಸ್ಥಾಪನೆ ನೆರವೇರಿಸಿದರು. ನಂತರ ಪತ್ರಕರ್ತರೊಂದಿಗೆ ಮಾತನಾಡಿದ ಶಾಸಕರು, ತಾಲ್ಲೂಕಿನ ವಿವಿಧ ಗ್ರಾಮಗಳಲ್ಲಿ ಅಗತ್ಯವಿರುವ ಶಾಲಾ ಕೊಠಡಿಗಳನ್ನು ಸರ್ಕಾರದ ವಿವಿಧ ಇಲಾಖೆಗಳ ಅನುದಾನ ಮತ್ತು ಕೆ.ಕೆ.ಆರ್.ಡಿ.ಬಿ.ಅನುದಾನದಲ್ಲಿ ನಿರ್ಮಿಸಿ ಕೊಡಲಾಗುತ್ತಿದೆ. ಮಕ್ಕಳ ಗುಣಮಟ್ಟದ ಶಿಕ್ಷಣಕ್ಕೆ ಒತ್ತು ನೀಡಲಾಗುತ್ತಿದೆ ಎಂದರು. ಈ ಸಂದರ್ಭದಲ್ಲಿ ತಾಪಂ ಮಾಜಿ ಸದಸ್ಯ ಕೊಟ್ರಿ ಷಣ್ಮುಖಿ, ಕಂಪ್ಲಿ ಪುರಸಭೆ ಸದಸ್ಯ ಸಿ.ಆರ್.ಹನುಮಂತ, ಗೋನಾಳು ಗ್ರಾಮದ ಹಿರಿಯ ಮುಖಂಡರು, ಶಾಲಾ ಮುಖ್ಯ ಶಿಕ್ಷಕರು, ಶಿಕ್ಷಕರು, ವಿದ್ಯಾರ್ಥಿಗಳು ಇದ್ದರು.: [56, 1388, 437, 1711]
- article-school-rooms: [56, 1081, 437, 1870]
- byline: ವಿಜಯನಗರವಾಣಿ ಸುದ್ದಿ: [56, 1367, 162, 1383]
- byline: ವಿಜಯನಗರವಾಣಿ ಸುದ್ದಿ: [449, 326, 556, 342]
- byline: ವಿಜಯನಗರವಾಣಿ ಸುದ್ದಿ: [449, 1615, 556, 1631]
- photo-rainy-street: [1044, 1107, 1426, 1253]
- article-rain: [1044, 1026, 1426, 1490]
- article-body: ಕಂಪ್ಲಿ: ಕಂಪ್ಲಿ ಸರ್ಕಾರಿ ಸಮುದಾಯ ಆರೋಗ್ಯ ಕೇಂದ್ರದ ವೈದ್ಯರ ದಿವ್ಯ ನಿರ್ಲಕ್ಷ್ಯಕ್ಕೆ ಬಾಣಂತಿ ಮತ್ತು ಮಗು ಸಾವನ್ನಪ್ಪಿದ ಘಟನೆ ಕಂಪ್ಲಿಯಲ್ಲಿ ಶುಕ್ರವಾರ ನಡೆದಿದೆ. ಸಣ್ಣ ವಿರೇಶ, ಮೃತರ ಪತಿ ರಾಮಸಾಗರ ಗ್ರಾಮದವರಾಗಿದ್ದು, ಹೆರಿಗೆಗಾಗಿ ಬಂದ ಮಹಿಳೆಯನ್ನು ವೈದ್ಯರು ಸರಿಯಾಗಿ ಪರೀಕ್ಷಿಸದೆ ನಿರ್ಲಕ್ಷ್ಯ ತೋರಿದ್ದಾರೆ ಎಂದು ಕುಟುಂಬಸ್ಥರು ಆರೋಪಿಸಿದ್ದಾರೆ. ಇದೇ ತಿಂಗಳ 25ರಂದು ಹೆರಿಗೆ ನೋವು ಕಾಣಿಸಿಕೊಂಡ ಹಿನ್ನೆಲೆಯಲ್ಲಿ ಕಂಪ್ಲಿ ಸರ್ಕಾರಿ ಸಮುದಾಯ ಆರೋಗ್ಯ ಕೇಂದ್ರಕ್ಕೆ ದಾಖಲಿಸಲಾಗಿತ್ತು. ಈ ವೇಳೆ ಕರ್ತವ್ಯದಲ್ಲಿದ್ದ ವೈದ್ಯರು ಸರಿಯಾದ ಚಿಕಿತ್ಸೆ ನೀಡದೆ ಬಳ್ಳಾರಿಗೆ ಕಳುಹಿಸಿದ್ದು, ಮಾರ್ಗ ಮಧ್ಯೆ ಮಗು ಮೃತಪಟ್ಟಿದೆ. ನಂತರ ತಾಯಿಯೂ ಚಿಕಿತ್ಸೆ ಫಲಕಾರಿಯಾಗದೆ ಮೃತಪಟ್ಟಿದ್ದಾರೆ. ಘಟನೆ ವಿವರ: ಇದ್ದೀನ ರಾಮಸಾಗರ ಗ್ರಾಮದ ಸಣ್ಣ ವಿರೇಶ ಅವರ ಪತ್ನಿ ಚಂದ್ರಮ್ಮ(28) ಎಂಬುವರು ಸೆ.25ರಂದು ಬೆಳಿಗ್ಗೆ 10:30ರ ಸುಮಾರಿಗೆ ಹೆರಿಗೆ ನೋವು ಕಾಣಿಸಿಕೊಂಡು ಕಂಪ್ಲಿ ಸರ್ಕಾರಿ ಸಮುದಾಯ ಆರೋಗ್ಯ ಕೇಂದ್ರಕ್ಕೆ ದಾಖಲಾಗಿದ್ದರು. ನಂತರ ಸಂಜೆ ವೇಳೆಗೆ ಸ್ಥಿತಿ ಗಂಭೀರವಾಗಿದೆ ಎಂದು ಬಳ್ಳಾರಿ ವಿಮ್ಸ್‌ಗೆ ಕಳುಹಿಸಲಾಗಿದೆ.: [449, 1635, 738, 1937]
